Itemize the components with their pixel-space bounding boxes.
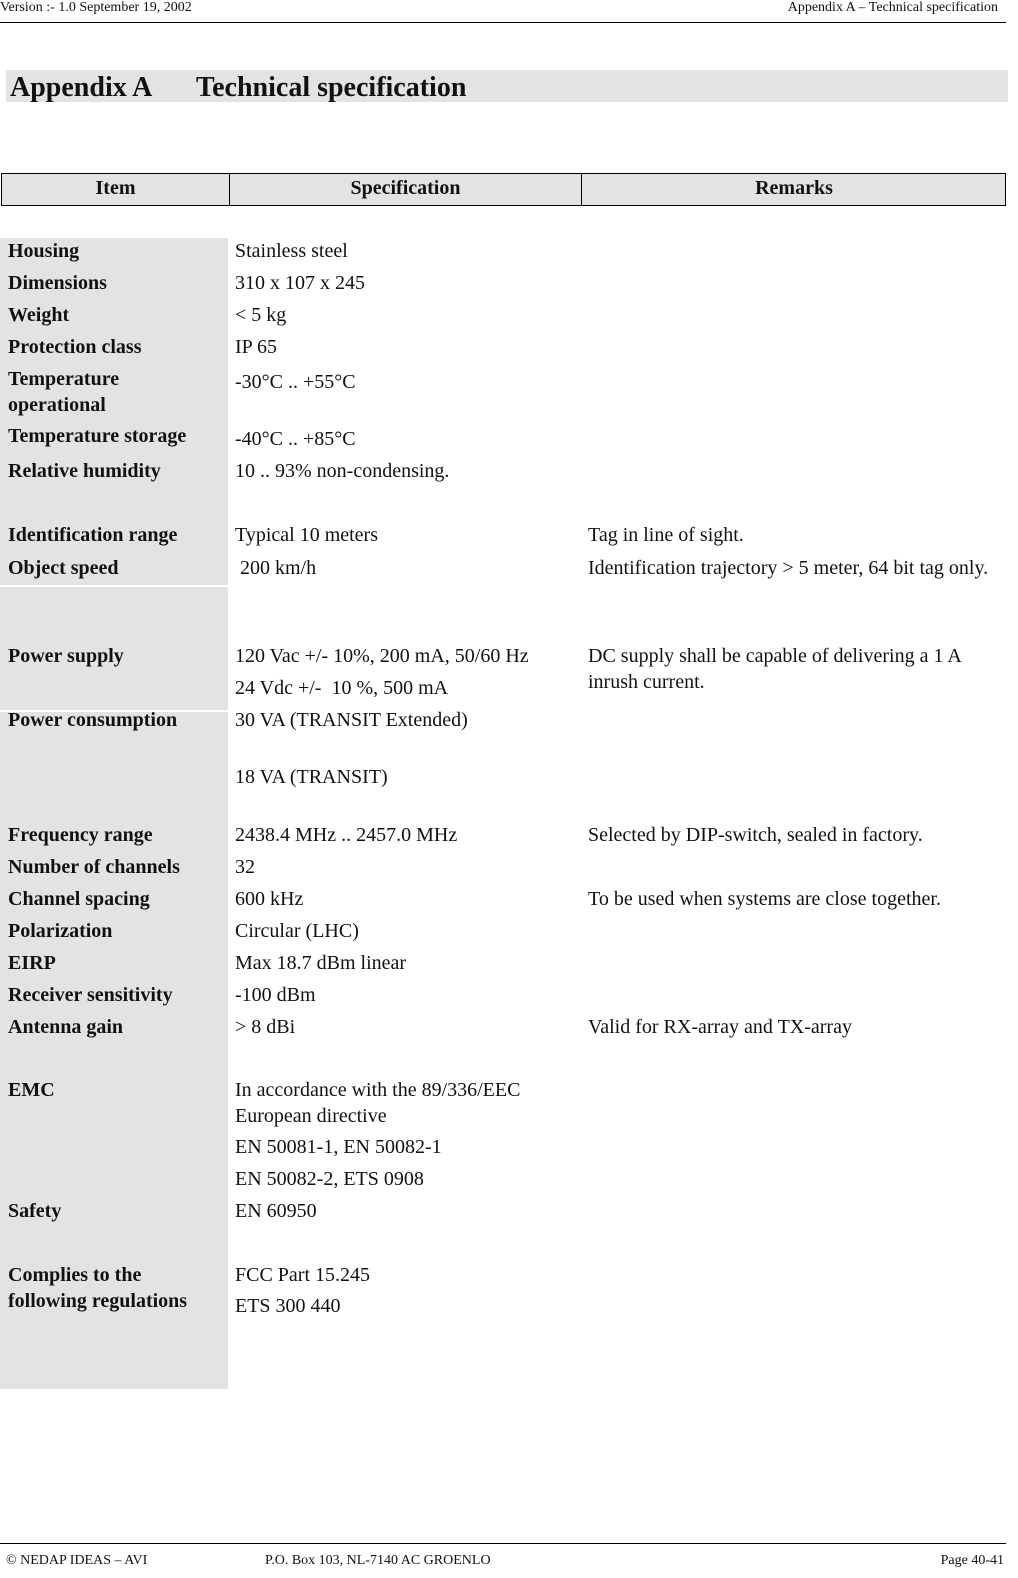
title-text: Technical specification [196, 72, 467, 103]
spec-value: Typical 10 meters [235, 524, 378, 546]
title-number: Appendix A [10, 72, 153, 103]
spec-value: > 8 dBi [235, 1016, 296, 1038]
spec-value: EN 50082-2, ETS 0908 [235, 1168, 424, 1190]
item-label: Complies to the following regulations [8, 1264, 188, 1312]
item-label: Weight [8, 304, 70, 326]
item-label: Identification range [8, 524, 178, 546]
row-separator [0, 585, 228, 587]
spec-value: 310 x 107 x 245 [235, 272, 365, 294]
remark-text: Selected by DIP-switch, sealed in factory. [588, 824, 923, 846]
spec-value: < 5 kg [235, 304, 287, 326]
spec-value: In accordance with the 89/336/EEC European directive [235, 1079, 521, 1127]
item-label: EIRP [8, 952, 56, 974]
spec-value: -100 dBm [235, 984, 316, 1006]
spec-value: 200 km/h [235, 557, 317, 579]
spec-value: -30°C .. +55°C [235, 371, 356, 393]
spec-value: -40°C .. +85°C [235, 428, 356, 450]
spec-value: 32 [235, 856, 255, 878]
spec-value: 24 Vdc +/- 10 %, 500 mA [235, 677, 449, 699]
header-section: Appendix A – Technical specification [787, 0, 998, 15]
page-header [0, 0, 1006, 23]
spec-value: 10 .. 93% non-condensing. [235, 460, 450, 482]
spec-value: FCC Part 15.245 [235, 1264, 371, 1286]
item-label: Dimensions [8, 272, 107, 294]
item-label: EMC [8, 1079, 55, 1101]
item-label: Protection class [8, 336, 142, 358]
item-label: Object speed [8, 557, 119, 579]
footer-address: P.O. Box 103, NL-7140 AC GROENLO [265, 1553, 491, 1568]
column-header-remarks: Remarks [755, 177, 833, 199]
spec-value: Stainless steel [235, 240, 348, 262]
remark-text: Valid for RX-array and TX-array [588, 1016, 852, 1038]
item-label: Receiver sensitivity [8, 984, 173, 1006]
item-label: Number of channels [8, 856, 180, 878]
spec-value: 18 VA (TRANSIT) [235, 766, 388, 788]
spec-value: 2438.4 MHz .. 2457.0 MHz [235, 824, 458, 846]
remark-text: Tag in line of sight. [588, 524, 744, 546]
column-header-item: Item [2, 174, 230, 205]
item-label: Power consumption [8, 709, 178, 731]
spec-value: Max 18.7 dBm linear [235, 952, 407, 974]
item-label: Temperature storage [8, 425, 187, 447]
item-label: Channel spacing [8, 888, 150, 910]
spec-value: ETS 300 440 [235, 1295, 341, 1317]
spec-value: 120 Vac +/- 10%, 200 mA, 50/60 Hz [235, 645, 529, 667]
item-label: Safety [8, 1200, 62, 1222]
header-version: Version :- 1.0 September 19, 2002 [0, 0, 192, 15]
spec-value: 600 kHz [235, 888, 304, 910]
item-label: Power supply [8, 645, 124, 667]
spec-value: IP 65 [235, 336, 278, 358]
footer-company: © NEDAP IDEAS – AVI [6, 1553, 148, 1568]
spec-value: 30 VA (TRANSIT Extended) [235, 709, 468, 731]
spec-value: Circular (LHC) [235, 920, 359, 942]
page-title [6, 70, 1008, 102]
item-label: Polarization [8, 920, 113, 942]
item-label: Temperature operational [8, 368, 120, 416]
page-footer [0, 1543, 1006, 1578]
spec-value: EN 50081-1, EN 50082-1 [235, 1136, 442, 1158]
item-label: Frequency range [8, 824, 153, 846]
table-header [1, 173, 1006, 206]
footer-page-number: Page 40-41 [940, 1553, 1004, 1568]
remark-text: To be used when systems are close together. [588, 888, 941, 910]
item-label: Housing [8, 240, 80, 262]
column-header-specification: Specification [230, 174, 582, 205]
item-label: Relative humidity [8, 460, 161, 482]
spec-value: EN 60950 [235, 1200, 317, 1222]
item-label: Antenna gain [8, 1016, 124, 1038]
remark-text: DC supply shall be capable of delivering a 1 A inrush current. [588, 645, 961, 693]
remark-text: Identification trajectory > 5 meter, 64 bit tag only. [588, 557, 989, 579]
